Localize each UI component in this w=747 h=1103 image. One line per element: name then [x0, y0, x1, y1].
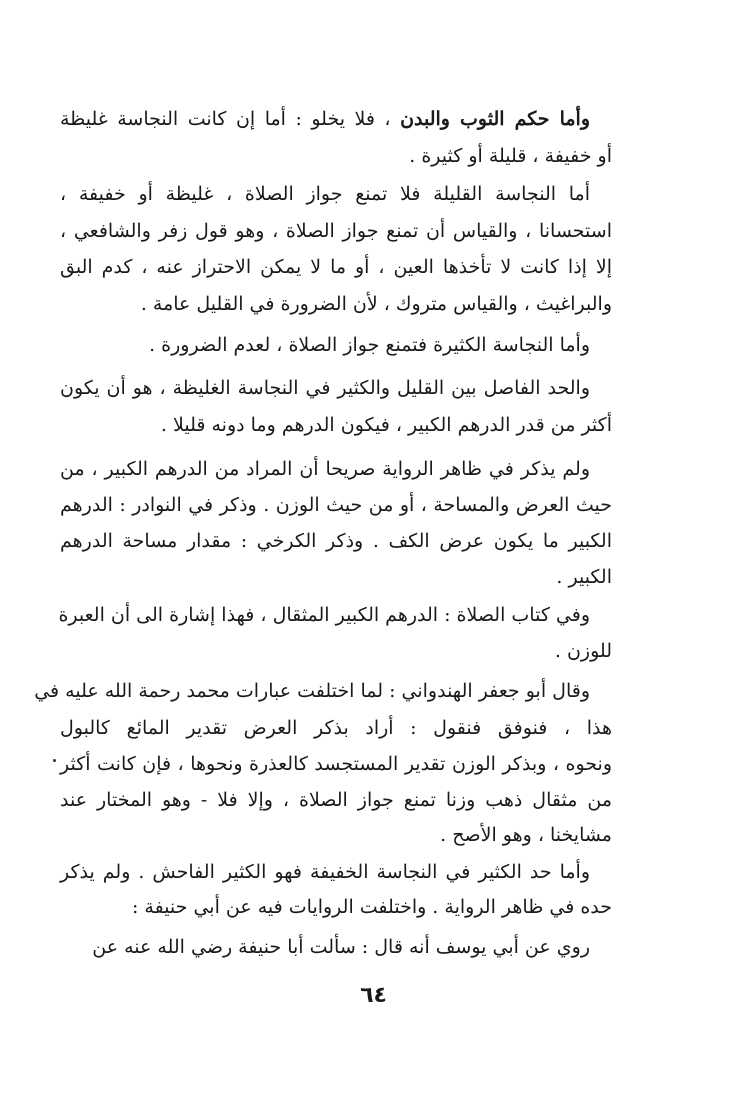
text-line: إلا إذا كانت لا تأخذها العين ، أو ما لا يمكن الاحتراز عنه ، كدم البق [60, 256, 612, 278]
text-line: والحد الفاصل بين القليل والكثير في النجاسة الغليظة ، هو أن يكون [60, 377, 590, 399]
text-line: الكبير ما يكون عرض الكف . وذكر الكرخي : مقدار مساحة الدرهم [60, 530, 612, 552]
text-line: روي عن أبي يوسف أنه قال : سألت أبا حنيفة رضي الله عنه عن [92, 936, 590, 958]
text-line: أكثر من قدر الدرهم الكبير ، فيكون الدرهم وما دونه قليلا . [160, 414, 612, 436]
text-line: من مثقال ذهب وزنا تمنع جواز الصلاة ، وإلا فلا - وهو المختار عند [60, 789, 612, 811]
text-line: ونحوه ، وبذكر الوزن تقدير المستجسد كالعذرة ونحوها ، فإن كانت أكثر [60, 753, 612, 775]
text-line: وفي كتاب الصلاة : الدرهم الكبير المثقال ، فهذا إشارة الى أن العبرة [58, 604, 590, 626]
text-line: الكبير . [556, 566, 612, 588]
text-line: أما النجاسة القليلة فلا تمنع جواز الصلاة ، غليظة أو خفيفة ، [60, 183, 590, 205]
page-number: ٦٤ [360, 983, 387, 1008]
text-line: هذا ، فنوفق فنقول : أراد بذكر العرض تقدير المائع كالبول [60, 717, 612, 739]
text-line: مشايخنا ، وهو الأصح . [440, 824, 612, 846]
bold-heading: وأما حكم الثوب والبدن [400, 108, 590, 130]
text-line: وأما حكم الثوب والبدن ، فلا يخلو : أما إن كانت النجاسة غليظة [60, 108, 590, 130]
text-line: وقال أبو جعفر الهندواني : لما اختلفت عبارات محمد رحمة الله عليه في [34, 680, 590, 702]
text-line: حده في ظاهر الرواية . واختلفت الروايات فيه عن أبي حنيفة : [131, 896, 612, 918]
text-line: والبراغيث ، والقياس متروك ، لأن الضرورة في القليل عامة . [140, 293, 612, 315]
text-line: حيث العرض والمساحة ، أو من حيث الوزن . وذكر في النوادر : الدرهم [60, 494, 612, 516]
text-line: استحسانا ، والقياس أن تمنع جواز الصلاة ، وهو قول زفر والشافعي ، [60, 220, 612, 242]
text-line: وأما حد الكثير في النجاسة الخفيفة فهو الكثير الفاحش . ولم يذكر [60, 861, 590, 883]
text-line: وأما النجاسة الكثيرة فتمنع جواز الصلاة ، لعدم الضرورة . [149, 334, 590, 356]
text-line: أو خفيفة ، قليلة أو كثيرة . [409, 145, 612, 167]
margin-mark [53, 759, 56, 762]
text-line: ولم يذكر في ظاهر الرواية صريحا أن المراد من الدرهم الكبير ، من [60, 458, 590, 480]
text-line: للوزن . [554, 640, 612, 662]
